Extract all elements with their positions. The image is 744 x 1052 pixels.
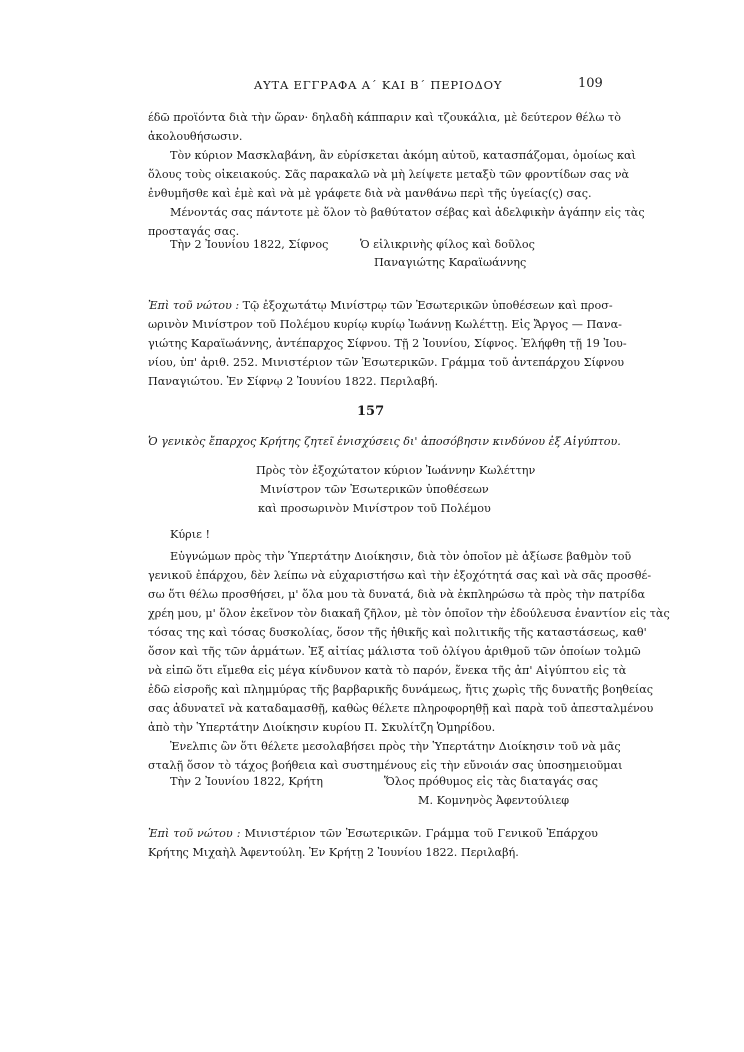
endorsement-line: νίου, ὑπ' ἀριθ. 252. Μινιστέριον τῶν Ἐσωτερικῶν. Γράμμα τοῦ ἀντεπάρχου Σίφνου: [148, 356, 625, 369]
addressee-line: Πρὸς τὸν ἐξοχώτατον κύριον Ἰωάννην Κωλέττην: [256, 464, 536, 477]
doc157-body: [148, 547, 670, 775]
text-line: χρέη μου, μ' ὅλον ἐκεῖνον τὸν διακαῆ ζῆλον, μὲ τὸν ὁποῖον τὴν ἐδούλευσα ἐναντίον εἰς τὰς: [148, 607, 670, 620]
endorsement-line: ωρινὸν Μινίστρον τοῦ Πολέμου κυρίῳ κυρίῳ Ἰωάννῃ Κωλέττῃ. Εἰς Ἄργος — Πανα-: [148, 318, 622, 331]
running-head: ΑΥΤΑ ΕΓΓΡΑΦΑ Α΄ ΚΑΙ Β΄ ΠΕΡΙΟΔΟΥ: [254, 78, 503, 92]
text-line: σω ὅτι θέλω προσθήσει, μ' ὅλα μου τὰ δυνατά, διὰ νὰ ἐκπληρώσω τὰ πρὸς τὴν πατρίδα: [148, 588, 646, 601]
text-line: σας ἀδυνατεῖ νὰ καταδαμασθῇ, καθὼς θέλετε πληροφορηθῇ καὶ παρὰ τοῦ ἀπεσταλμένου: [148, 702, 654, 715]
endorsement-text: Μινιστέριον τῶν Ἐσωτερικῶν. Γράμμα τοῦ Γενικοῦ Ἐπάρχου: [244, 827, 598, 840]
prev-letter-body: [148, 108, 645, 241]
addressee-line: καὶ προσωρινὸν Μινίστρον τοῦ Πολέμου: [258, 502, 491, 515]
text-line: γενικοῦ ἐπάρχου, δὲν λείπω νὰ εὐχαριστήσω καὶ τὴν ἐξοχότητά σας καὶ νὰ σᾶς προσθέ-: [148, 569, 652, 582]
endorsement-label: Ἐπὶ τοῦ νώτου :: [148, 827, 241, 840]
addressee-line: Μινίστρον τῶν Ἐσωτερικῶν ὑποθέσεων: [260, 483, 489, 496]
text-line: ἀπὸ τὴν Ὑπερτάτην Διοίκησιν κυρίου Π. Σκυλίτζη Ὁμηρίδου.: [148, 721, 496, 734]
prev-closing: Ὁ εἰλικρινὴς φίλος καὶ δοῦλος: [360, 238, 535, 251]
document-summary: Ὁ γενικὸς ἔπαρχος Κρήτης ζητεῖ ἐνισχύσεις δι' ἀποσόβησιν κινδύνου ἐξ Αἰγύπτου.: [148, 435, 621, 448]
endorsement-line: [148, 296, 613, 315]
endorsement-line: Κρήτης Μιχαὴλ Ἀφεντούλη. Ἐν Κρήτῃ 2 Ἰουνίου 1822. Περιλαβή.: [148, 846, 519, 859]
doc157-signatory: Μ. Κομνηνὸς Ἀφεντούλιεφ: [418, 794, 570, 807]
text-line: Εὐγνώμων πρὸς τὴν Ὑπερτάτην Διοίκησιν, διὰ τὸν ὁποῖον μὲ ἀξίωσε βαθμὸν τοῦ: [170, 550, 632, 563]
text-line: προσταγάς σας.: [148, 225, 240, 238]
document-number: 157: [357, 404, 385, 419]
prev-endorsement: [148, 296, 627, 391]
text-line: ἀκολουθήσωσιν.: [148, 130, 243, 143]
text-line: ἐδῶ εἰσροῆς καὶ πλημμύρας τῆς βαρβαρικῆς δυνάμεως, ἥτις χωρὶς τῆς δυνατῆς βοηθείας: [148, 683, 654, 696]
text-line: ἐνθυμῆσθε καὶ ἐμὲ καὶ νὰ μὲ γράφετε διὰ νὰ μανθάνω περὶ τῆς ὑγείας(ς) σας.: [148, 187, 592, 200]
text-line: Ἐνελπις ὢν ὅτι θέλετε μεσολαβήσει πρὸς τὴν Ὑπερτάτην Διοίκησιν τοῦ νὰ μᾶς: [170, 740, 621, 753]
doc157-endorsement: [148, 824, 598, 862]
endorsement-line: γιώτης Καραϊωάννης, ἀντέπαρχος Σίφνου. Τῇ 2 Ἰουνίου, Σίφνος. Ἐλήφθη τῇ 19 Ἰου-: [148, 337, 627, 350]
prev-date-place: Τὴν 2 Ἰουνίου 1822, Σίφνος: [170, 238, 329, 251]
text-line: νὰ εἰπῶ ὅτι εἴμεθα εἰς μέγα κίνδυνον κατὰ τὸ παρόν, ἕνεκα τῆς ἀπ' Αἰγύπτου εἰς τὰ: [148, 664, 627, 677]
page-number: 109: [578, 76, 603, 91]
doc157-date-place: Τὴν 2 Ἰουνίου 1822, Κρήτη: [170, 775, 323, 788]
text-line: Μένοντάς σας πάντοτε μὲ ὅλον τὸ βαθύτατον σέβας καὶ ἀδελφικὴν ἀγάπην εἰς τὰς: [170, 206, 645, 219]
doc157-closing: Ὅλος πρόθυμος εἰς τὰς διαταγάς σας: [384, 775, 598, 788]
endorsement-line: Παναγιώτου. Ἐν Σίφνῳ 2 Ἰουνίου 1822. Περιλαβή.: [148, 375, 439, 388]
endorsement-label: Ἐπὶ τοῦ νώτου :: [148, 299, 240, 312]
text-line: ὅλους τοὺς οἰκειακούς. Σᾶς παρακαλῶ νὰ μὴ λείψετε μεταξὺ τῶν φροντίδων σας νὰ: [148, 168, 630, 181]
salutation: Κύριε !: [170, 528, 210, 541]
text-line: ὅσον καὶ τῆς τῶν ἁρμάτων. Ἐξ αἰτίας μάλιστα τοῦ ὀλίγου ἀριθμοῦ τῶν ὁποίων τολμῶ: [148, 645, 641, 658]
endorsement-text: Τῷ ἐξοχωτάτῳ Μινίστρῳ τῶν Ἐσωτερικῶν ὑποθέσεων καὶ προσ-: [242, 299, 613, 312]
text-line: Τὸν κύριον Μασκλαβάνη, ἂν εὑρίσκεται ἀκόμη αὐτοῦ, κατασπάζομαι, ὁμοίως καὶ: [170, 149, 636, 162]
text-line: τόσας της καὶ τόσας δυσκολίας, ὅσον τῆς ἠθικῆς καὶ πολιτικῆς τῆς καταστάσεως, καθ': [148, 626, 647, 639]
endorsement-line: [148, 824, 598, 843]
text-line: σταλῇ ὅσον τὸ τάχος βοήθεια καὶ συστημένους εἰς τὴν εὔνοιάν σας ὑποσημειοῦμαι: [148, 759, 623, 772]
text-line: έδῶ προϊόντα διὰ τὴν ὥραν· δηλαδὴ κάππαριν καὶ τζουκάλια, μὲ δεύτερον θέλω τὸ: [148, 111, 621, 124]
prev-signatory: Παναγιώτης Καραϊωάννης: [374, 256, 527, 269]
